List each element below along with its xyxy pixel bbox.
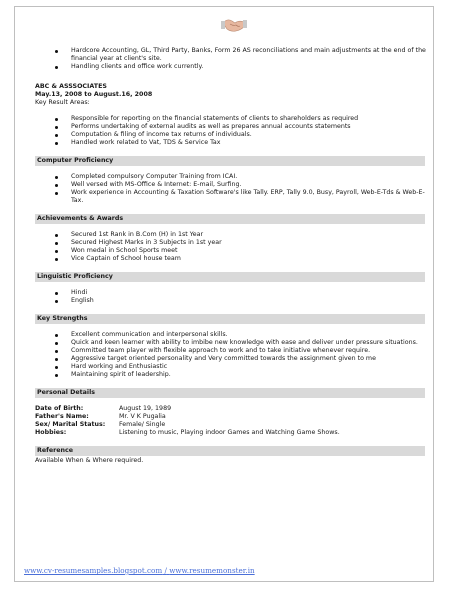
resume-page bbox=[14, 6, 434, 582]
strengths-list bbox=[35, 331, 435, 379]
pd-value: Listening to music, Playing indoor Games and Watching Game Shows. bbox=[119, 429, 340, 436]
list-item: Responsible for reporting on the financial statements of clients to shareholders as required bbox=[35, 115, 435, 123]
table-row bbox=[35, 405, 340, 413]
list-item: English bbox=[35, 297, 435, 305]
pd-value: Female/ Single bbox=[119, 421, 166, 428]
list-item: Committed team player with flexible approach to work and to take initiative whenever require. bbox=[35, 347, 435, 355]
personal-details-table bbox=[35, 405, 340, 437]
list-item: Hard working and Enthusiastic bbox=[35, 363, 435, 371]
list-item: Aggressive target oriented personality and Very committed towards the assignment given to me bbox=[35, 355, 435, 363]
table-row bbox=[35, 429, 340, 437]
footer-link-site[interactable]: www.resumemonster.in bbox=[169, 566, 255, 575]
section-heading-reference: Reference bbox=[35, 446, 425, 456]
section-heading-linguistic: Linguistic Proficiency bbox=[35, 272, 425, 282]
pd-label: Date of Birth: bbox=[35, 405, 84, 412]
list-item: Secured Highest Marks in 3 Subjects in 1st year bbox=[35, 239, 435, 247]
pd-value: August 19, 1989 bbox=[119, 405, 172, 412]
table-row bbox=[35, 413, 340, 421]
list-item: Computation & filing of income tax returns of individuals. bbox=[35, 131, 435, 139]
computer-list bbox=[35, 173, 435, 205]
list-item: Maintaining spirit of leadership. bbox=[35, 371, 435, 379]
list-item: Won medal in School Sports meet bbox=[35, 247, 435, 255]
list-item: Hardcore Accounting, GL, Third Party, Banks, Form 26 AS reconciliations and main adjustments at the end of the financial year at client's site. bbox=[35, 47, 435, 63]
pd-value: Mr. V K Pugalia bbox=[119, 413, 166, 420]
list-item: Handling clients and office work currently. bbox=[35, 63, 435, 71]
list-item: Hindi bbox=[35, 289, 435, 297]
linguistic-list bbox=[35, 289, 435, 305]
section-heading-strengths: Key Strengths bbox=[35, 314, 425, 324]
section-heading-achievements: Achievements & Awards bbox=[35, 214, 425, 224]
kra-label: Key Result Areas: bbox=[35, 99, 90, 106]
company-name: ABC & ASSSOCIATES bbox=[35, 83, 107, 90]
list-item: Vice Captain of School house team bbox=[35, 255, 435, 263]
section-heading-personal: Personal Details bbox=[35, 388, 425, 398]
list-item: Excellent communication and interpersonal skills. bbox=[35, 331, 435, 339]
section-heading-computer: Computer Proficiency bbox=[35, 156, 425, 166]
table-row bbox=[35, 421, 340, 429]
pd-label: Sex/ Marital Status: bbox=[35, 421, 106, 428]
footer-separator: / bbox=[164, 566, 167, 575]
list-item: Quick and keen learner with ability to imbibe new knowledge with ease and deliver under pressure situations. bbox=[35, 339, 435, 347]
intro-list bbox=[35, 47, 435, 71]
list-item: Completed compulsory Computer Training from ICAI. bbox=[35, 173, 435, 181]
list-item: Secured 1st Rank in B.Com (H) in 1st Year bbox=[35, 231, 435, 239]
list-item: Handled work related to Vat, TDS & Service Tax bbox=[35, 139, 435, 147]
list-item: Performs undertaking of external audits as well as prepares annual accounts statements bbox=[35, 123, 435, 131]
footer-link-blog[interactable]: www.cv-resumesamples.blogspot.com bbox=[24, 566, 163, 575]
list-item: Work experience in Accounting & Taxation Software's like Tally. ERP, Tally 9.0, Busy, Payroll, Web-E-Tds & Web-E-Tax. bbox=[35, 189, 435, 205]
pd-label: Father's Name: bbox=[35, 413, 89, 420]
reference-text: Available When & Where required. bbox=[35, 457, 144, 464]
job-period: May.13, 2008 to August.16, 2008 bbox=[35, 91, 153, 98]
job-responsibilities bbox=[35, 115, 435, 147]
footer-links bbox=[24, 566, 255, 575]
handshake-icon bbox=[221, 15, 247, 35]
resume-content bbox=[35, 47, 435, 465]
list-item: Well versed with MS-Office & Internet: E-mail, Surfing. bbox=[35, 181, 435, 189]
achievements-list bbox=[35, 231, 435, 263]
pd-label: Hobbies: bbox=[35, 429, 67, 436]
